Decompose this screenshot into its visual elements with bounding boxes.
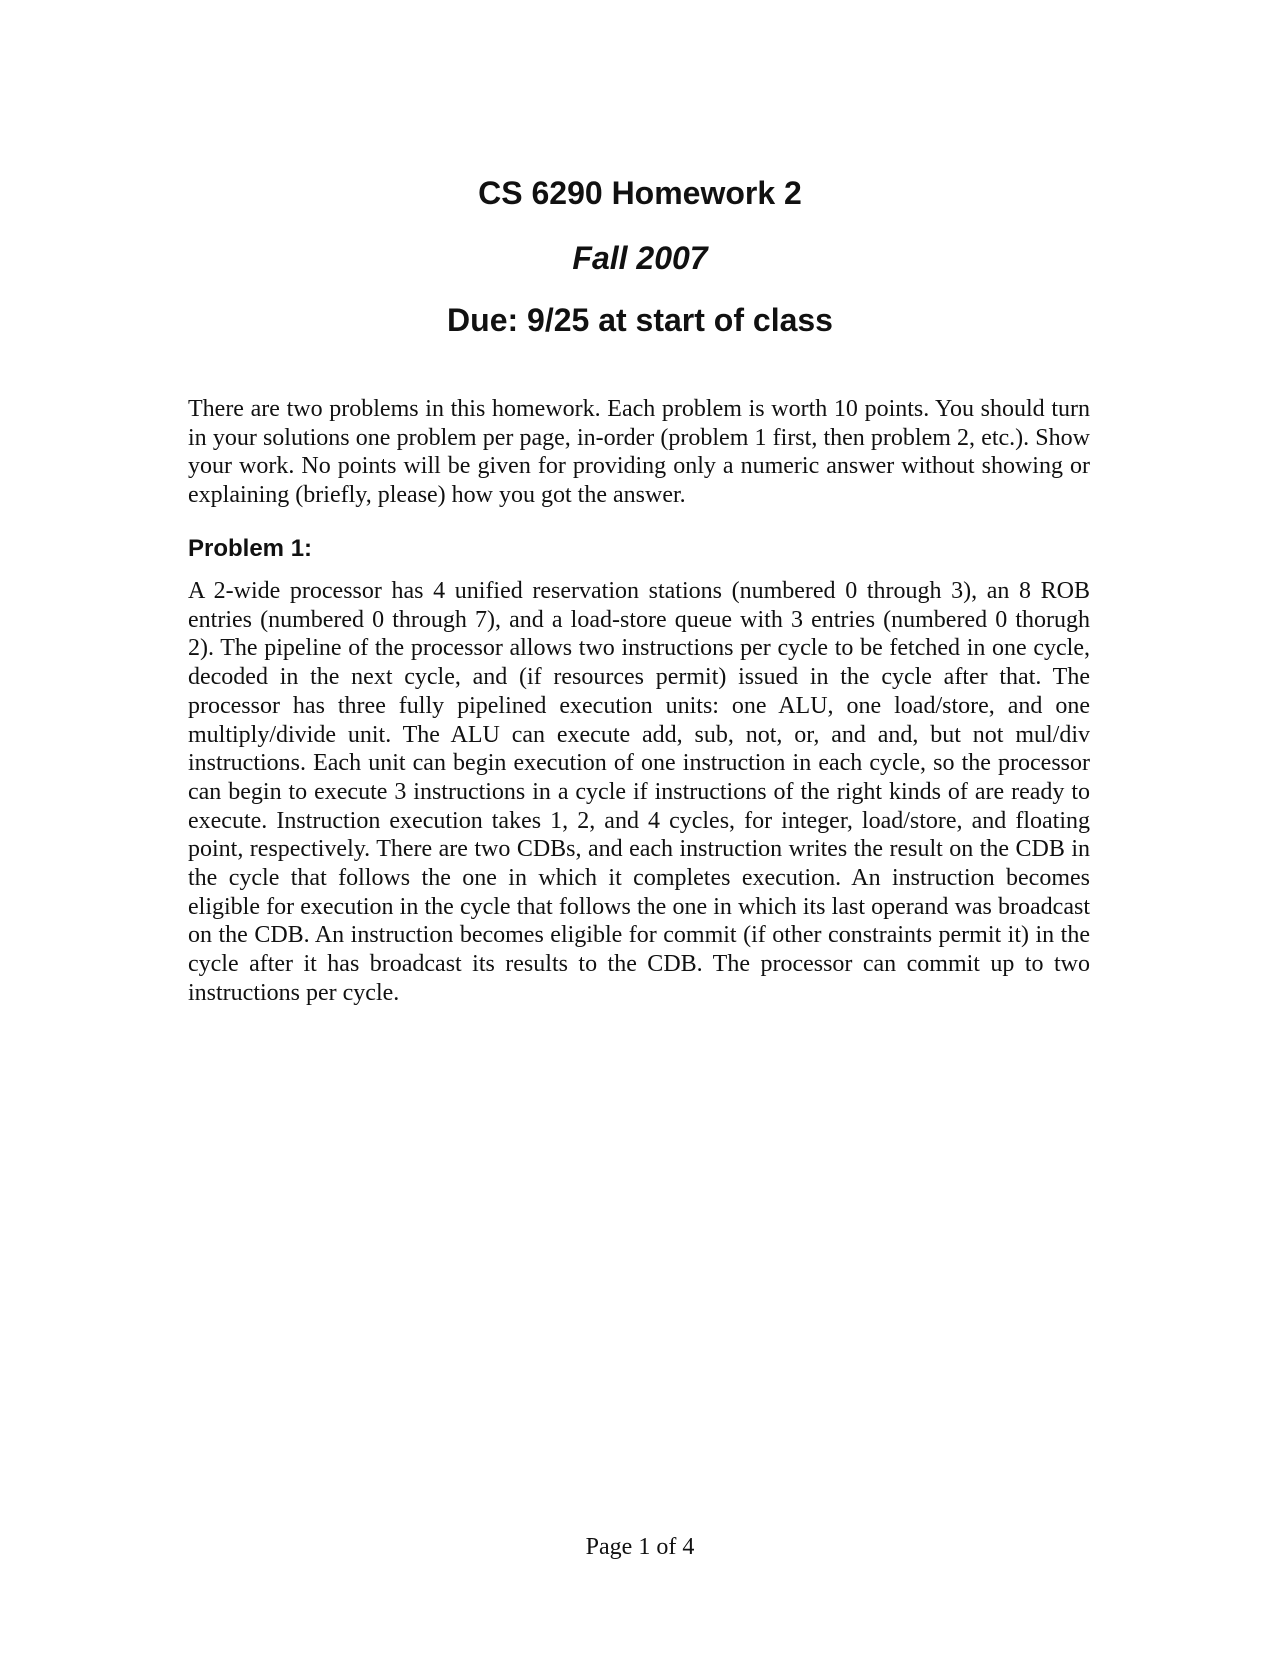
problem-1-heading: Problem 1:: [188, 535, 313, 562]
page-number: Page 1 of 4: [585, 1534, 695, 1560]
document-title: CS 6290 Homework 2: [478, 175, 802, 211]
document-term: Fall 2007: [572, 240, 708, 276]
intro-paragraph: There are two problems in this homework. Each problem is worth 10 points. You should turn in your solutions one problem per page, in-order (problem 1 first, then problem 2, etc.). Show your work. No points will be given for providing only a numeric answer without showing or explaining (briefly, please) how you got the answer.: [188, 396, 1090, 509]
problem-1-paragraph: A 2-wide processor has 4 unified reservation stations (numbered 0 through 3), an 8 ROB entries (numbered 0 through 7), and a load-store queue with 3 entries (numbered 0 thorugh 2). The pipeline of the processor allows two instructions per cycle to be fetched in one cycle, decoded in the next cycle, and (if resources permit) issued in the cycle after that. The processor has three fully pipelined execution units: one ALU, one load/store, and one multiply/divide unit. The ALU can execute add, sub, not, or, and and, but not mul/div instructions. Each unit can begin execution of one instruction in each cycle, so the processor can begin to execute 3 instructions in a cycle if instructions of the right kinds of are ready to execute. Instruction execution takes 1, 2, and 4 cycles, for integer, load/store, and floating point, respectively. There are two CDBs, and each instruction writes the result on the CDB in the cycle that follows the one in which it completes execution. An instruction becomes eligible for execution in the cycle that follows the one in which its last operand was broadcast on the CDB. An instruction becomes eligible for commit (if other constraints permit it) in the cycle after it has broadcast its results to the CDB. The processor can commit up to two instructions per cycle.: [188, 578, 1090, 1006]
document-due-date: Due: 9/25 at start of class: [447, 302, 833, 338]
